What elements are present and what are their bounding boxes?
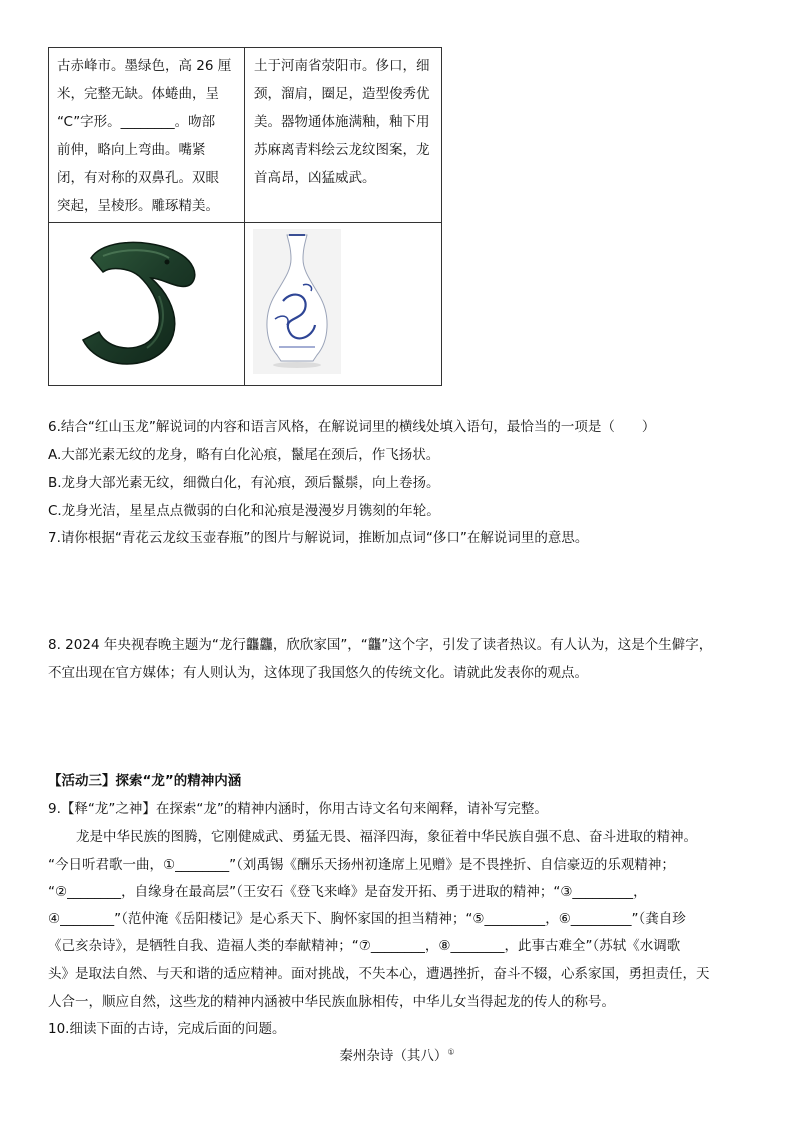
jade-dragon-image — [63, 236, 213, 366]
question-8-line-1: 8. 2024 年央视春晚主题为“龙行龘龘，欣欣家国”，“龘”这个字，引发了读者热议。有人认为，这是个生僻字， — [48, 637, 713, 653]
poem-title — [0, 1044, 794, 1064]
question-6-stem: 6.结合“红山玉龙”解说词的内容和语言风格，在解说词里的横线处填入语句，最恰当的一项是（ ） — [48, 419, 656, 435]
blue-white-vase-image — [253, 229, 341, 374]
question-9-line: 头》是取法自然、与天和谐的适应精神。面对挑战，不失本心，遭遇挫折，奋斗不辍，心系家国，勇担责任，天 — [48, 966, 710, 982]
text-line: 突起，呈棱形。雕琢精美。 — [57, 198, 219, 214]
question-7: 7.请你根据“青花云龙纹玉壶春瓶”的图片与解说词，推断加点词“侈口”在解说词里的意思。 — [48, 530, 589, 546]
poem-footnote-marker: ① — [447, 1047, 455, 1057]
activity-3-heading: 【活动三】探索“龙”的精神内涵 — [48, 773, 242, 789]
table-divider-vertical — [244, 48, 245, 385]
text-line: 米，完整无缺。体蜷曲，呈 — [57, 86, 219, 102]
text-line: 前伸，略向上弯曲。嘴紧 — [57, 142, 206, 158]
question-10: 10.细读下面的古诗，完成后面的问题。 — [48, 1021, 286, 1037]
question-8-line-2: 不宜出现在官方媒体；有人则认为，这体现了我国悠久的传统文化。请就此发表你的观点。 — [48, 665, 588, 681]
question-9-line: “②________，自缘身在最高层”（王安石《登飞来峰》是奋发开拓、勇于进取的精神；“③_________， — [48, 884, 647, 900]
question-6-option-a: A.大部光素无纹的龙身，略有白化沁痕，鬣尾在颈后，作飞扬状。 — [48, 447, 440, 463]
question-9-line: 《己亥杂诗》，是牺牲自我、造福人类的奉献精神；“⑦________，⑧________，此事古难全”（苏轼《水调歌 — [48, 938, 681, 954]
question-9-line: ④________”（范仲淹《岳阳楼记》是心系天下、胸怀家国的担当精神；“⑤_________，⑥_________”（龚自珍 — [48, 911, 686, 927]
question-6-option-b: B.龙身大部光素无纹，细微白化，有沁痕，颈后鬣鬃，向上卷扬。 — [48, 475, 440, 491]
exhibit-table — [48, 47, 442, 386]
text-line: 土于河南省荥阳市。侈口，细 — [254, 58, 430, 74]
text-line: 苏麻离青料绘云龙纹图案，龙 — [254, 142, 430, 158]
question-9-title: 9.【释“龙”之神】在探索“龙”的精神内涵时，你用古诗文名句来阐释，请补写完整。 — [48, 801, 548, 817]
vase-description — [254, 52, 439, 192]
table-divider-horizontal — [49, 222, 441, 223]
text-line: “C”字形。________。吻部 — [57, 114, 216, 130]
text-line: 美。器物通体施满釉，釉下用 — [254, 114, 430, 130]
text-line: 闭，有对称的双鼻孔。双眼 — [57, 170, 219, 186]
question-9-line: 龙是中华民族的图腾，它刚健威武、勇猛无畏、福泽四海，象征着中华民族自强不息、奋斗进取的精神。 — [76, 829, 697, 845]
question-9-line: 人合一，顺应自然，这些龙的精神内涵被中华民族血脉相传，中华儿女当得起龙的传人的称号。 — [48, 994, 615, 1010]
jade-dragon-description — [57, 52, 239, 220]
question-6-option-c: C.龙身光洁，星星点点微弱的白化和沁痕是漫漫岁月镌刻的年轮。 — [48, 503, 440, 519]
text-line: 古赤峰市。墨绿色，高 26 厘 — [57, 58, 232, 74]
poem-title-text: 秦州杂诗（其八） — [339, 1048, 448, 1064]
question-9-line: “今日听君歌一曲，①________”（刘禹锡《酬乐天扬州初逢席上见赠》是不畏挫折、自信豪迈的乐观精神； — [48, 857, 675, 873]
text-line: 颈，溜肩，圈足，造型俊秀优 — [254, 86, 430, 102]
text-line: 首高昂，凶猛威武。 — [254, 170, 376, 186]
